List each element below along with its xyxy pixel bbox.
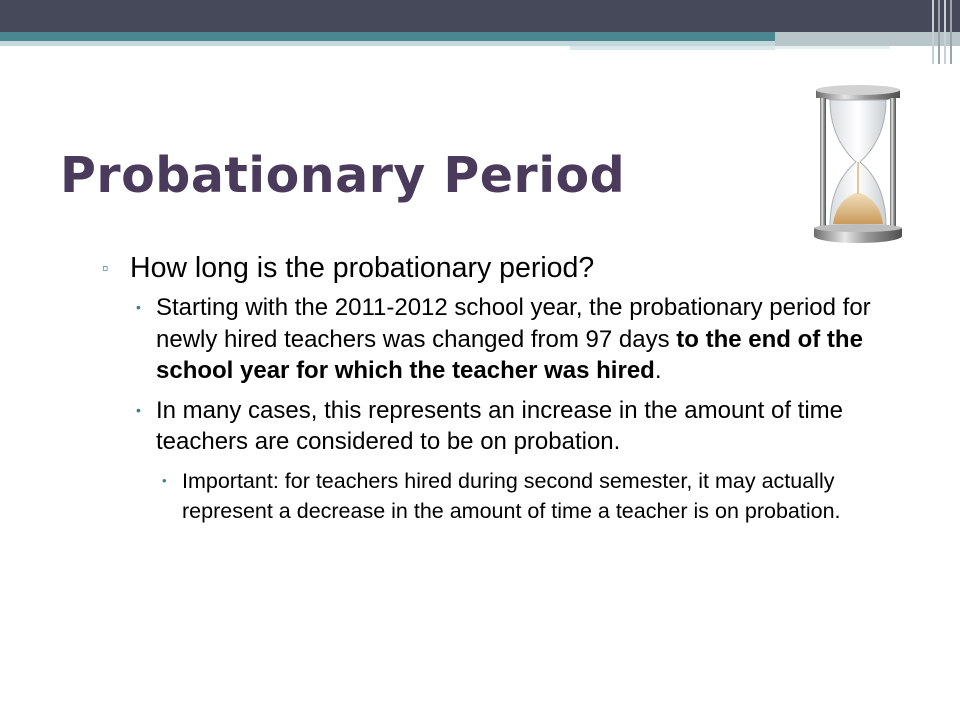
dot-bullet-icon: • (136, 299, 141, 315)
band-dark (0, 0, 960, 32)
vertical-stripe (932, 0, 934, 64)
square-bullet-icon: ▫ (102, 258, 109, 278)
slide-body (100, 248, 920, 526)
vertical-stripe (938, 0, 940, 64)
vertical-stripe (950, 0, 952, 64)
bullet-text: Starting with the 2011-2012 school year, the probationary period for newly hired teachers was changed from 97 days (156, 294, 871, 353)
slide-title: Probationary Period (60, 147, 626, 204)
hourglass-icon (810, 84, 906, 244)
bullet-item (126, 292, 876, 387)
sub-bullet-text: Important: for teachers hired during second semester, it may actually represent a decrease in the amount of time a teacher is on probation. (182, 468, 841, 523)
question-bullet (100, 248, 920, 288)
question-text: How long is the probationary period? (130, 252, 595, 284)
dot-bullet-icon: • (136, 401, 141, 418)
sub-bullet-item (152, 466, 902, 526)
bullet-text: In many cases, this represents an increase in the amount of time teachers are considered to be on probation. (156, 396, 844, 455)
vertical-stripe (944, 0, 946, 64)
band-thin-line (775, 46, 890, 49)
band-light-secondary (570, 46, 775, 50)
dot-bullet-icon: • (162, 472, 167, 488)
bullet-item (126, 395, 876, 458)
bullet-text-bold: to the end of the school year for which the teacher was hired (156, 325, 863, 384)
bullet-text-end: . (654, 357, 662, 384)
